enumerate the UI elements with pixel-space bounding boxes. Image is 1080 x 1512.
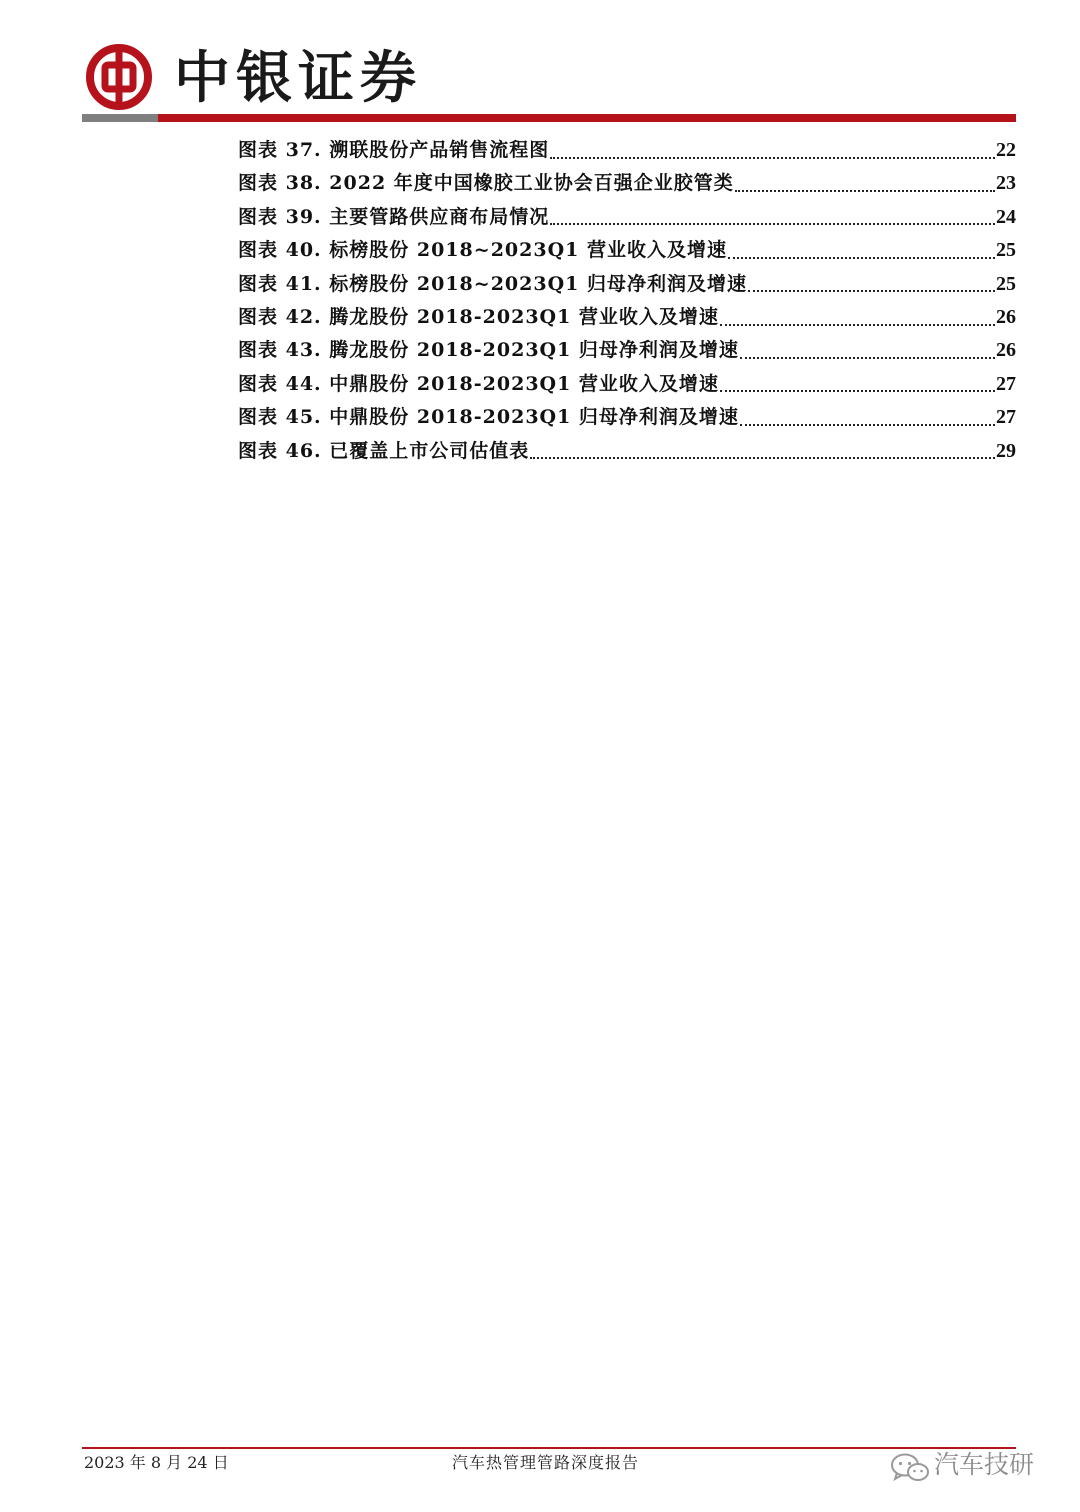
toc-entry[interactable] (238, 134, 1016, 167)
toc-dot-leader (550, 157, 995, 159)
toc-dot-leader (748, 290, 995, 292)
toc-entry-page: 22 (996, 139, 1016, 161)
toc-dot-leader (550, 223, 995, 225)
toc-dot-leader (735, 190, 995, 192)
toc-entry-page: 26 (996, 305, 1016, 328)
toc-entry-title: 图表 46. 已覆盖上市公司估值表 (238, 439, 530, 462)
toc-dot-leader (530, 457, 995, 459)
toc-entry-title: 图表 40. 标榜股份 2018~2023Q1 营业收入及增速 (238, 239, 727, 262)
toc-entry-title: 图表 37. 溯联股份产品销售流程图 (238, 139, 550, 161)
toc-entry-title: 图表 42. 腾龙股份 2018-2023Q1 营业收入及增速 (238, 305, 719, 328)
toc-dot-leader (720, 324, 995, 326)
toc-entry-title: 图表 39. 主要管路供应商布局情况 (238, 205, 550, 228)
toc-entry[interactable] (238, 201, 1016, 234)
toc-dot-leader (740, 357, 995, 359)
toc-entry-page: 25 (996, 239, 1016, 262)
page-header (82, 40, 1016, 124)
toc-entry[interactable] (238, 435, 1016, 468)
toc-entry-page: 24 (996, 205, 1016, 228)
wechat-icon (890, 1452, 930, 1484)
toc-entry[interactable] (238, 368, 1016, 401)
toc-entry[interactable] (238, 234, 1016, 267)
footer-date: 2023 年 8 月 24 日 (84, 1453, 229, 1472)
brand-name: 中银证券 (174, 45, 422, 111)
toc-entry-page: 26 (996, 339, 1016, 362)
toc-entry-page: 23 (996, 172, 1016, 195)
toc-entry[interactable] (238, 301, 1016, 334)
toc-entry-page: 29 (996, 439, 1016, 462)
toc-entry[interactable] (238, 268, 1016, 301)
toc-entry[interactable] (238, 334, 1016, 367)
footer-report-title: 汽车热管理管路深度报告 (452, 1453, 640, 1472)
toc-entry-page: 27 (996, 406, 1016, 429)
header-rule-gray (82, 114, 158, 122)
watermark (890, 1446, 1050, 1486)
footer-rule (82, 1447, 1016, 1449)
toc-entry-title: 图表 45. 中鼎股份 2018-2023Q1 归母净利润及增速 (238, 406, 739, 429)
toc-dot-leader (728, 257, 995, 259)
toc-entry[interactable] (238, 167, 1016, 200)
table-of-figures (238, 134, 1016, 468)
bank-of-china-logo-icon (86, 44, 152, 110)
toc-entry-page: 27 (996, 372, 1016, 395)
toc-dot-leader (740, 424, 995, 426)
toc-entry-page: 25 (996, 272, 1016, 295)
toc-entry-title: 图表 43. 腾龙股份 2018-2023Q1 归母净利润及增速 (238, 339, 739, 362)
watermark-text: 汽车技研 (934, 1450, 1035, 1479)
toc-entry-title: 图表 44. 中鼎股份 2018-2023Q1 营业收入及增速 (238, 372, 719, 395)
toc-entry[interactable] (238, 401, 1016, 434)
header-rule-red (158, 114, 1016, 122)
toc-entry-title: 图表 38. 2022 年度中国橡胶工业协会百强企业胶管类 (238, 172, 734, 195)
toc-dot-leader (720, 390, 995, 392)
toc-entry-title: 图表 41. 标榜股份 2018~2023Q1 归母净利润及增速 (238, 272, 747, 295)
